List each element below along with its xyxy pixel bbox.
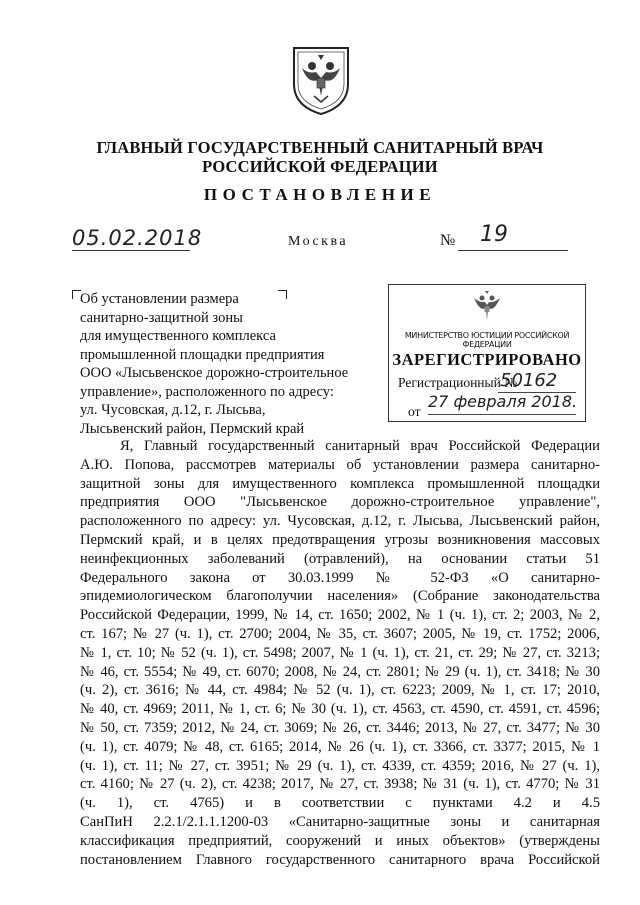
subject-line: промышленной площадки предприятия (80, 346, 325, 363)
issuer-title-line1: ГЛАВНЫЙ ГОСУДАРСТВЕННЫЙ САНИТАРНЫЙ ВРАЧ (96, 138, 544, 157)
body-line: (ч. 1), ст. 4765) и в соответствии с пунктами 4.2 и 4.5 (80, 795, 600, 812)
body-line: Российской Федерации, 1999, № 14, ст. 1650; 2002, № 1 (ч. 1), ст. 2; 2003, № 2, (80, 607, 600, 624)
body-line: неинфекционных заболеваний (отравлений), на основании статьи 51 (80, 550, 600, 567)
subject-line: Об установлении размера (80, 291, 239, 307)
stamp-emblem-icon (470, 290, 504, 328)
body-line: № 1, ст. 10; № 52 (ч. 1), ст. 5498; 2007, № 1 (ч. 1), ст. 21, ст. 29; № 27, ст. 3213; (80, 644, 600, 661)
body-line: СанПиН 2.2.1/2.1.1.1200-03 «Санитарно-защитные зоны и санитарная (80, 813, 600, 830)
body-line: защитной зоны для имущественного комплекса промышленной площадки (80, 475, 600, 492)
body-text (80, 437, 600, 869)
stamp-from-date: 27 февраля 2018. (428, 392, 578, 411)
city: Москва (288, 234, 349, 249)
body-line: ст. 4160; № 27 (ч. 2), ст. 4238; 2017, № 27, ст. 3938; № 31 (ч. 1), ст. 4770; № 31 (80, 776, 600, 793)
subject-line: ООО «Лысьвенское дорожно-строительное (80, 365, 349, 381)
number-label: № (440, 232, 456, 249)
handwritten-number: 19 (480, 222, 508, 247)
subject-line: ул. Чусовская, д.12, г. Лысьва, (80, 402, 266, 418)
body-line: постановлением Главного государственного санитарного врача Российской (80, 851, 600, 868)
subject-line: Лысьвенский район, Пермский край (80, 420, 305, 437)
body-line: Я, Главный государственный санитарный врач Российской Федерации (120, 438, 600, 454)
body-line: Федерального закона от 30.03.1999 № 52-ФЗ «О санитарно- (80, 569, 600, 586)
subject-line: для имущественного комплекса (80, 328, 276, 344)
number-underline (458, 250, 568, 251)
body-line: расположенного по адресу: ул. Чусовская, д.12, г. Лысьва, Лысьвенский район, (80, 513, 600, 530)
body-line: № 46, ст. 5554; № 49, ст. 6070; 2008, № 24, ст. 2801; № 29 (ч. 1), ст. 3418; № 30 (80, 663, 600, 680)
subject-line: санитарно-защитной зоны (80, 309, 243, 326)
stamp-ministry: МИНИСТЕРСТВО ЮСТИЦИИ РОССИЙСКОЙ ФЕДЕРАЦИИ (404, 331, 570, 349)
body-line: Пермский край, и в целях предотвращения угрозы возникновения массовых (80, 531, 600, 548)
body-line: (ч. 2), ст. 3616; № 44, ст. 4984; № 52 (ч. 1), ст. 6223; 2009, № 1, ст. 17; 2010, (80, 682, 600, 699)
handwritten-date: 05.02.2018 (72, 226, 203, 250)
body-line: классификация предприятий, сооружений и иных объектов» (утверждены (80, 832, 600, 849)
subject-line: управление», расположенного по адресу: (80, 383, 334, 400)
stamp-reg-label: Регистрационный № (398, 375, 518, 390)
issuer-title-line2: РОССИЙСКОЙ ФЕДЕРАЦИИ (202, 157, 438, 176)
body-line: (ч. 1), ст. 4079; № 48, ст. 6165; 2014, № 26 (ч. 1), ст. 3366, ст. 3377; 2015, № 1 (80, 738, 600, 755)
stamp-from-label: от (408, 404, 421, 419)
stamp-date-underline (428, 414, 576, 415)
body-line: № 40, ст. 4969; 2011, № 1, ст. 6; № 30 (ч. 1), ст. 4563, ст. 4590, ст. 4591, ст. 4596; (80, 701, 600, 718)
body-line: эпидемиологическом благополучии населения» (Собрание законодательства (80, 588, 600, 605)
date-underline (72, 250, 190, 251)
subject-block (80, 290, 348, 438)
stamp-reg-number: 50162 (500, 370, 558, 391)
document-title: ПОСТАНОВЛЕНИЕ (203, 185, 437, 204)
russian-coat-of-arms-emblem (288, 44, 354, 116)
body-line: ст. 167; № 27 (ч. 1), ст. 2700; 2004, № 35, ст. 3607; 2005, № 19, ст. 1752; 2006, (80, 625, 600, 642)
body-line: (ч. 1), ст. 11; № 27, ст. 3951; № 29 (ч. 1), ст. 4339, ст. 4359; 2016, № 27 (ч. 1), (80, 757, 600, 774)
stamp-registered: ЗАРЕГИСТРИРОВАНО (392, 350, 582, 369)
body-line: № 50, ст. 7359; 2012, № 24, ст. 3069; № 26, ст. 3446; 2013, № 27, ст. 3477; № 30 (80, 719, 600, 736)
body-line: предприятия ООО "Лысьвенское дорожно-строительное управление", (80, 494, 600, 511)
body-line: А.Ю. Попова, рассмотрев материалы об установлении размера санитарно- (80, 456, 600, 473)
